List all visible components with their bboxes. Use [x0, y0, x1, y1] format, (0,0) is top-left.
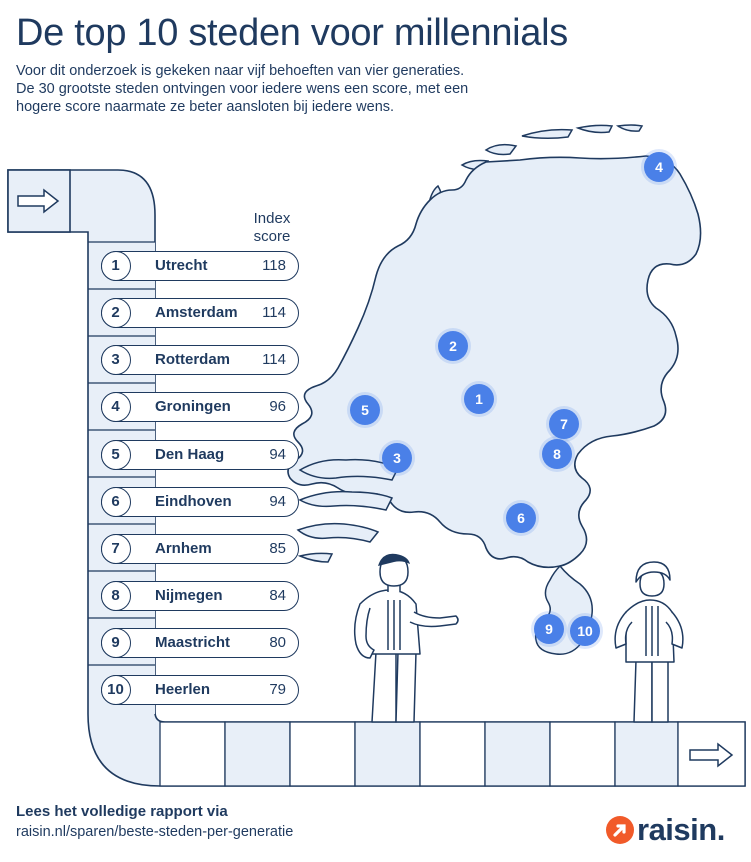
index-score-header: [244, 210, 300, 246]
footer-label: Lees het volledige rapport via: [16, 803, 228, 820]
rank-number: 8: [101, 581, 131, 611]
map-marker: 6: [506, 503, 536, 533]
city-name: Maastricht: [155, 634, 231, 651]
index-score: 114: [262, 351, 286, 368]
city-name: Den Haag: [155, 446, 225, 463]
rank-number: 2: [101, 298, 131, 328]
ranking-row: [101, 251, 299, 281]
city-name: Heerlen: [155, 681, 211, 698]
rank-number: 5: [101, 440, 131, 470]
rank-number: 9: [101, 628, 131, 658]
logo-arrow-icon: [606, 816, 634, 844]
page-title: De top 10 steden voor millennials: [16, 12, 568, 54]
index-header-line: Index: [253, 210, 291, 227]
city-name: Rotterdam: [155, 351, 231, 368]
ranking-row: [101, 345, 299, 375]
intro-line: De 30 grootste steden ontvingen voor iedere wens een score, met een: [16, 81, 469, 97]
index-score: 85: [269, 540, 286, 557]
rank-number: 1: [101, 251, 131, 281]
index-score: 94: [269, 493, 286, 510]
rank-number: 10: [101, 675, 131, 705]
index-score: 114: [262, 304, 286, 321]
index-score: 96: [269, 398, 286, 415]
map-marker: 10: [570, 616, 600, 646]
intro-line: Voor dit onderzoek is gekeken naar vijf behoeften van vier generaties.: [16, 63, 465, 79]
person-pointing: [355, 554, 458, 722]
index-score: 79: [269, 681, 286, 698]
index-score: 118: [262, 257, 286, 274]
intro-line: hogere score naarmate ze beter aansloten bij iedere wens.: [16, 99, 395, 115]
index-score: 94: [269, 446, 286, 463]
report-link[interactable]: raisin.nl/sparen/beste-steden-per-generatie: [16, 824, 294, 840]
logo-text: raisin.: [637, 812, 725, 847]
city-name: Eindhoven: [155, 493, 232, 510]
ranking-row: [101, 440, 299, 470]
ranking-row: [101, 581, 299, 611]
rank-number: 7: [101, 534, 131, 564]
index-score: 84: [269, 587, 286, 604]
map-marker: 5: [350, 395, 380, 425]
city-name: Arnhem: [155, 540, 212, 557]
index-header-line: score: [253, 228, 291, 245]
rank-number: 3: [101, 345, 131, 375]
map-marker: 1: [464, 384, 494, 414]
city-name: Nijmegen: [155, 587, 223, 604]
ranking-row: [101, 628, 299, 658]
map-marker: 2: [438, 331, 468, 361]
map-marker: 9: [534, 614, 564, 644]
map-marker: 4: [644, 152, 674, 182]
ranking-row: [101, 487, 299, 517]
map-marker: 8: [542, 439, 572, 469]
map-marker: 7: [549, 409, 579, 439]
city-name: Utrecht: [155, 257, 208, 274]
map-marker: 3: [382, 443, 412, 473]
ranking-row: [101, 392, 299, 422]
city-name: Groningen: [155, 398, 231, 415]
ranking-row: [101, 534, 299, 564]
rank-number: 6: [101, 487, 131, 517]
city-name: Amsterdam: [155, 304, 238, 321]
ranking-row: [101, 298, 299, 328]
person-standing: [615, 562, 683, 722]
ranking-row: [101, 675, 299, 705]
index-score: 80: [269, 634, 286, 651]
rank-number: 4: [101, 392, 131, 422]
